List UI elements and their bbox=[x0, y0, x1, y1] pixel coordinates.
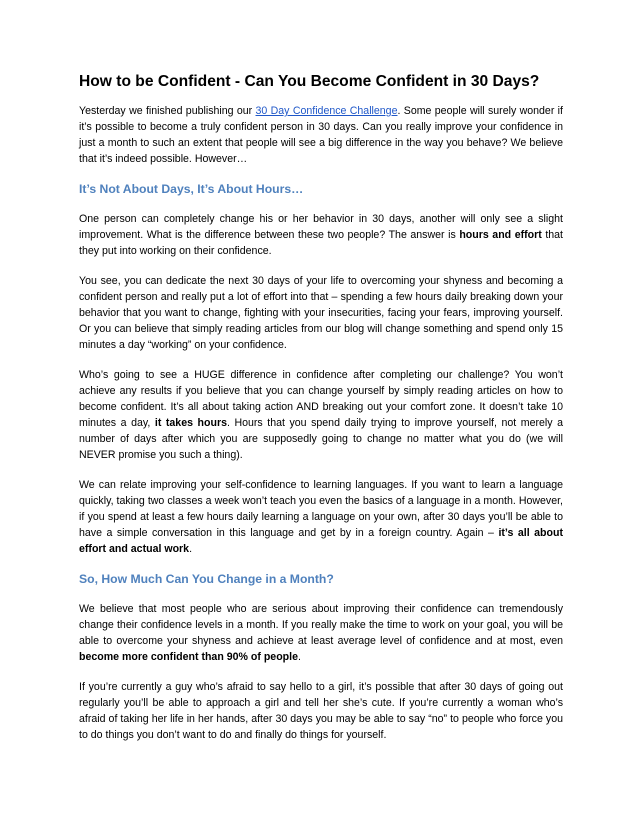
text: that they put into working on their confidence. bbox=[79, 229, 563, 257]
intro-paragraph bbox=[79, 103, 563, 167]
bold-it-takes-hours: it takes hours bbox=[154, 417, 227, 429]
bold-hours-effort: hours and effort bbox=[459, 229, 542, 241]
paragraph-languages bbox=[79, 477, 563, 557]
paragraph-dedicate-days: You see, you can dedicate the next 30 days of your life to overcoming your shyness and becoming a confident person and really put a lot of effort into that – spending a few hours daily breaking down your behavior that you want to change, fighting with your insecurities, facing your fears, improving yourself. Or you can believe that simply reading articles from our blog will change something and spend only 15 minutes a day “working” on your confidence. bbox=[79, 275, 563, 351]
bold-effort-work: it’s all about effort and actual work bbox=[79, 527, 563, 555]
text: . bbox=[189, 543, 193, 555]
intro-text-start: Yesterday we finished publishing our bbox=[79, 105, 256, 117]
confidence-challenge-link[interactable]: 30 Day Confidence Challenge bbox=[255, 105, 398, 117]
paragraph-hours-effort bbox=[79, 211, 563, 259]
section-heading-hours: It’s Not About Days, It’s About Hours… bbox=[79, 182, 304, 196]
text: Who’s going to see a HUGE difference in confidence after completing our challenge? You won’t achieve any results if you believe that you can change yourself by simply reading articles on how to become confident. It’s all about taking action AND breaking out your comfort zone. It doesn’t take 10 minutes a day, bbox=[79, 369, 563, 429]
text: One person can completely change his or her behavior in 30 days, another will only see a slight improvement. What is the difference between these two people? The answer is bbox=[79, 213, 563, 241]
section-heading-month: So, How Much Can You Change in a Month? bbox=[79, 572, 334, 586]
paragraph-we-believe bbox=[79, 601, 563, 665]
text: We believe that most people who are serious about improving their confidence can tremendously change their confidence levels in a month. If you really make the time to work on your goal, you will be able to overcome your shyness and achieve at least average level of confidence and at most, even bbox=[79, 603, 563, 647]
bold-more-confident: become more confident than 90% of people bbox=[79, 651, 298, 663]
text: We can relate improving your self-confidence to learning languages. If you want to learn a language quickly, taking two classes a week won’t teach you even the basics of a language in a month. However, if you spend at least a few hours daily learning a language on your own, after 30 days you’ll be able to have a simple conversation in this language and get by in a foreign country. Again – bbox=[79, 479, 563, 539]
text: . bbox=[297, 651, 301, 663]
text: . Hours that you spend daily trying to improve yourself, not merely a number of days after which you are supposedly going to change no matter what you do (we will NEVER promise you such a thing). bbox=[79, 417, 563, 461]
intro-text-end: . Some people will surely wonder if it’s possible to become a truly confident person in 30 days. Can you really improve your confidence in just a month to such an extent that people will see a big difference in the way you behave? We believe that it’s indeed possible. However… bbox=[79, 105, 563, 165]
page-title: How to be Confident - Can You Become Confident in 30 Days? bbox=[79, 73, 540, 90]
paragraph-huge-difference bbox=[79, 367, 563, 463]
paragraph-examples: If you’re currently a guy who’s afraid to say hello to a girl, it’s possible that after 30 days of going out regularly you’ll be able to approach a girl and tell her she’s cute. If you’re currently a woman who’s afraid of taking her life in her hands, after 30 days you may be able to say “no” to people who force you to do things you don’t want to do and finally do things for yourself. bbox=[79, 681, 563, 741]
